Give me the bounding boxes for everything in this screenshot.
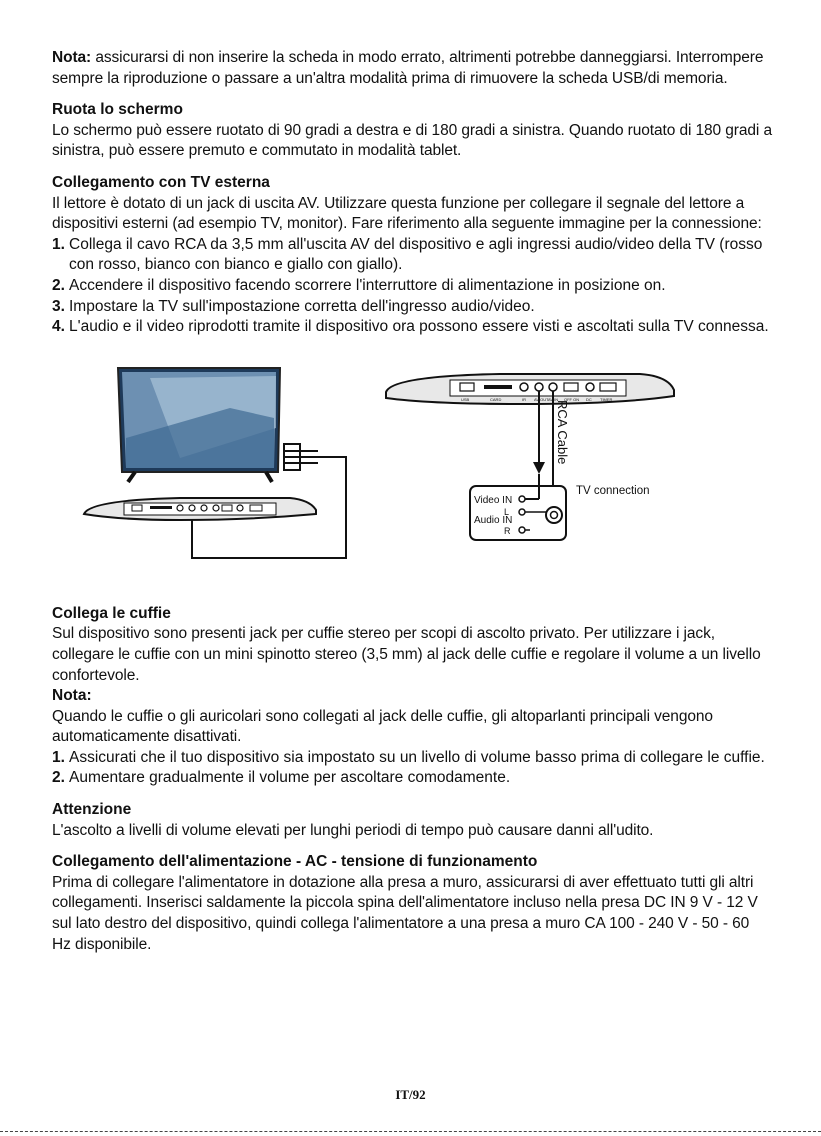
headphones-step-text: Assicurati che il tuo dispositivo sia impostato su un livello di volume basso prima di collegare le cuffie. xyxy=(69,748,765,766)
tv-step-text: Impostare la TV sull'impostazione corretta dell'ingresso audio/video. xyxy=(69,297,535,315)
rotate-text: Lo schermo può essere ruotato di 90 gradi a destra e di 180 gradi a sinistra. Quando ruotato di 180 gradi a sinistra, può essere premuto e commutato in modalità tablet. xyxy=(52,121,772,160)
tv-step-num: 3. xyxy=(52,297,65,315)
tv-step-text: Collega il cavo RCA da 3,5 mm all'uscita AV del dispositivo e agli ingressi audio/video della TV (rosso con rosso, bianco con bianco e giallo con giallo). xyxy=(69,235,763,274)
tv-connection-label: TV connection xyxy=(576,484,650,497)
port-label: AV OUT xyxy=(534,396,549,402)
headphones-step-num: 1. xyxy=(52,748,65,766)
port-label: CARD xyxy=(490,396,502,402)
warning-section xyxy=(52,800,772,841)
tv-step-num: 1. xyxy=(52,235,65,253)
port-label: AV IN xyxy=(548,396,559,402)
power-text: Prima di collegare l'alimentatore in dotazione alla presa a muro, assicurarsi di aver effettuato tutti gli altri collegamenti. Inserisci saldamente la piccola spina dell'alimentatore incluso nella presa DC IN 9 V - 12 V sul lato destro del dispositivo, quindi collega l'alimentatore a una presa a muro CA 100 - 240 V - 50 - 60 Hz disponibile. xyxy=(52,873,758,953)
audio-r-label: R xyxy=(504,525,511,536)
intro-note-text: assicurarsi di non inserire la scheda in modo errato, altrimenti potrebbe danneggiarsi. Interrompere sempre la riproduzione o passare a un'altra modalità prima di rimuovere la scheda USB/di memoria. xyxy=(52,49,764,87)
rotate-title: Ruota lo schermo xyxy=(52,101,183,119)
tv-step xyxy=(52,297,772,318)
audio-in-label: Audio IN xyxy=(474,514,513,526)
port-label: USB xyxy=(461,396,470,402)
warning-text: L'ascolto a livelli di volume elevati per lunghi periodi di tempo può causare danni all'udito. xyxy=(52,821,654,839)
tv-step-num: 2. xyxy=(52,276,65,294)
port-label: IR xyxy=(522,396,526,402)
intro-note-label: Nota: xyxy=(52,49,92,66)
headphones-step-num: 2. xyxy=(52,769,65,787)
port-label: DC xyxy=(586,396,592,402)
connection-diagram xyxy=(52,348,772,596)
rca-cable-label: RCA Cable xyxy=(555,399,570,465)
tv-text: Il lettore è dotato di un jack di uscita AV. Utilizzare questa funzione per collegare il segnale del lettore a dispositivi esterni (ad esempio TV, monitor). Fare riferimento alla seguente immagine per la connessione: xyxy=(52,194,762,233)
tv-step xyxy=(52,317,772,338)
headphones-note-text: Quando le cuffie o gli auricolari sono collegati al jack delle cuffie, gli altoparlanti principali vengono automaticamente disattivati. xyxy=(52,707,713,746)
tv-step-text: L'audio e il video riprodotti tramite il dispositivo ora possono essere visti e ascoltati sulla TV connessa. xyxy=(69,318,769,336)
tv-step-text: Accendere il dispositivo facendo scorrere l'interruttore di alimentazione in posizione on. xyxy=(69,276,666,294)
headphones-note-label: Nota: xyxy=(52,687,92,705)
tv-title: Collegamento con TV esterna xyxy=(52,173,270,191)
headphones-text: Sul dispositivo sono presenti jack per cuffie stereo per scopi di ascolto privato. Per utilizzare i jack, collegare le cuffie con un mini spinotto stereo (3,5 mm) al jack delle cuffie e regolare il volume a un livello confortevole. xyxy=(52,625,761,684)
warning-title: Attenzione xyxy=(52,801,132,819)
tv-section xyxy=(52,173,772,338)
headphones-step xyxy=(52,748,772,769)
headphones-section xyxy=(52,604,772,789)
headphones-title: Collega le cuffie xyxy=(52,604,171,622)
port-label: OFF ON xyxy=(564,396,580,402)
bottom-divider xyxy=(0,1131,821,1132)
headphones-step xyxy=(52,768,772,789)
power-section xyxy=(52,852,772,955)
connection-diagram-svg xyxy=(0,348,821,596)
headphones-step-text: Aumentare gradualmente il volume per ascoltare comodamente. xyxy=(69,769,511,787)
document-page xyxy=(52,48,772,966)
tv-step-num: 4. xyxy=(52,318,65,336)
tv-step xyxy=(52,235,772,276)
tv-illustration xyxy=(118,368,280,482)
player-small xyxy=(84,498,316,520)
tv-connection-box xyxy=(470,474,650,540)
tv-step xyxy=(52,276,772,297)
video-in-label: Video IN xyxy=(474,494,513,506)
audio-l-label: L xyxy=(504,506,510,517)
page-number: IT/92 xyxy=(395,1087,426,1102)
power-title: Collegamento dell'alimentazione - AC - tensione di funzionamento xyxy=(52,853,538,871)
intro-note xyxy=(52,48,772,89)
rotate-section xyxy=(52,100,772,162)
port-label: TIMER xyxy=(600,396,613,402)
